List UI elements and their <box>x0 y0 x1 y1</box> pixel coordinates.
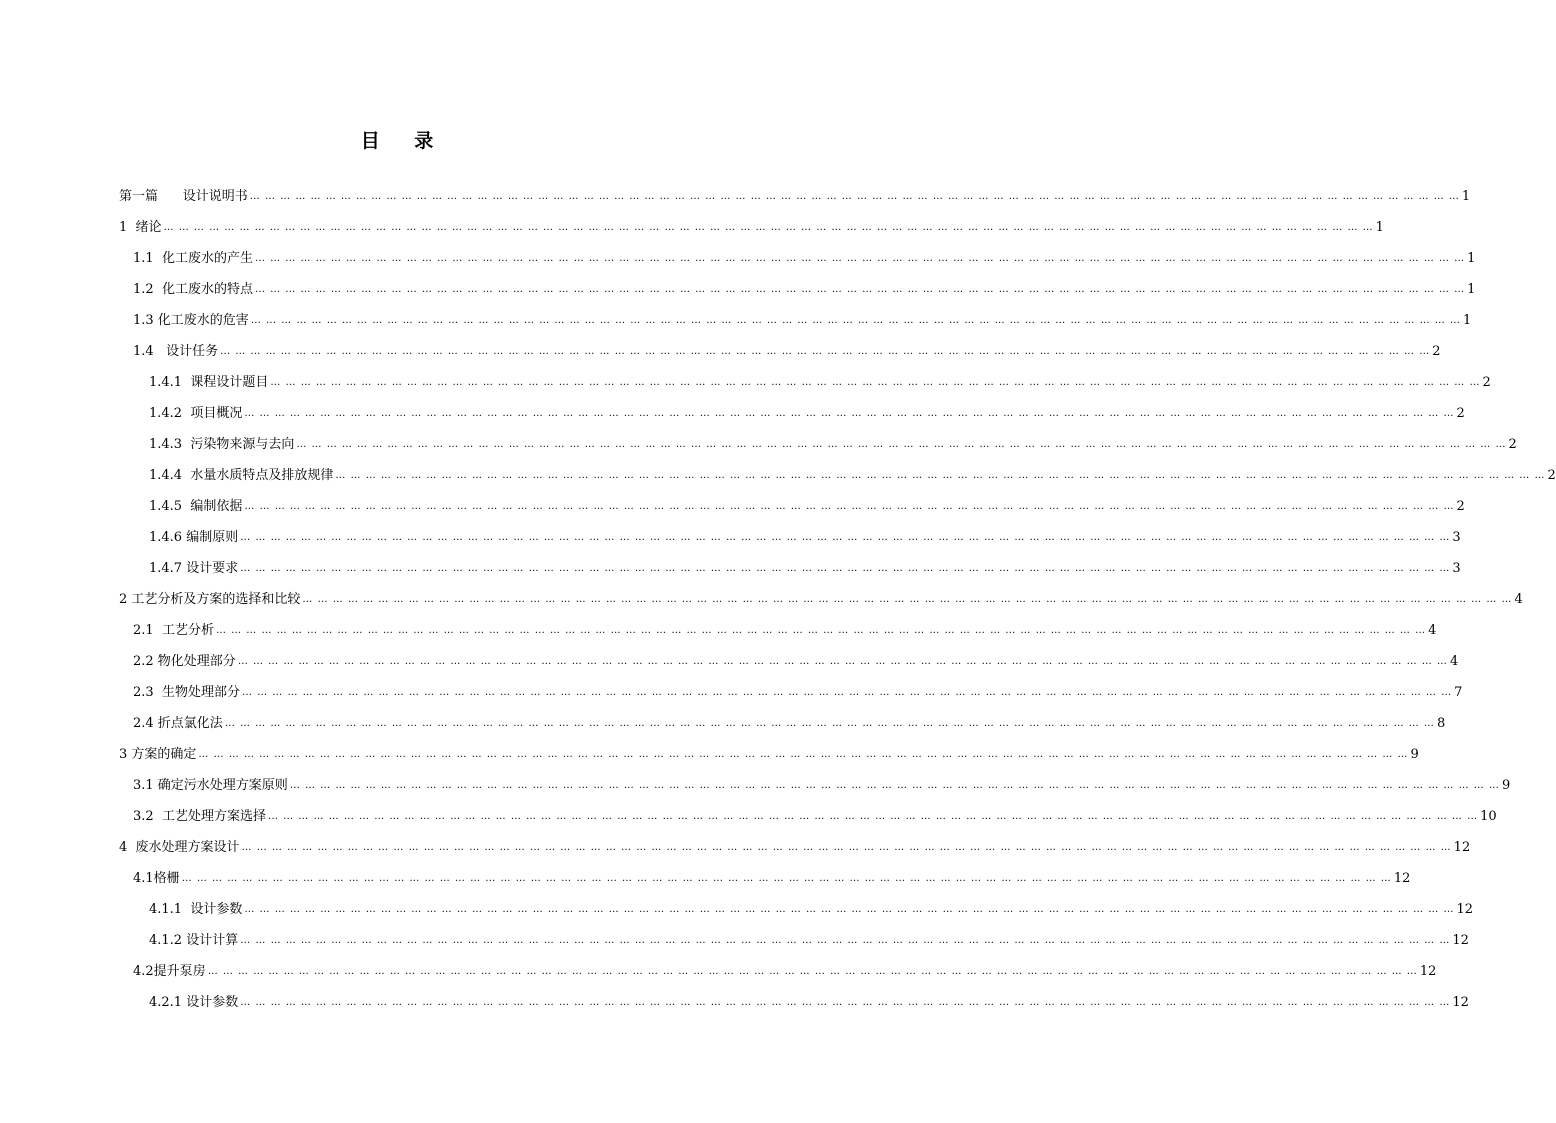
toc-entry[interactable] <box>119 801 1497 832</box>
toc-entry-label: 1.4 设计任务 <box>133 344 219 359</box>
toc-entry[interactable] <box>119 770 1511 801</box>
toc-entry-label: 4.1格栅 <box>133 871 180 886</box>
toc-leader-dots: … … … … … … … … … … … … … … … … … … … … … … … … … … … … … … … … … … … … … … … … … … … … … … … … … … … … … … … … … … … … … … … … … … … … … … … … … … … … … … … … <box>198 749 1409 760</box>
toc-entry-page-number: 4 <box>1449 654 1459 669</box>
toc-entry-label: 1.1 化工废水的产生 <box>133 251 253 266</box>
toc-entry-page-number: 3 <box>1452 530 1461 545</box>
toc-entry-label: 1.4.2 项目概况 <box>149 406 243 421</box>
toc-leader-dots: … … … … … … … … … … … … … … … … … … … … … … … … … … … … … … … … … … … … … … … … … … … … … … … … … … … … … … … … … … … … … … … … … … … … … … … … … … … … … … … … <box>163 222 1374 233</box>
toc-entry-page-number: 4 <box>1428 623 1437 638</box>
toc-entry-page-number: 2 <box>1508 437 1517 452</box>
toc-entry[interactable] <box>119 646 1459 677</box>
toc-entry-label: 1.4.1 课程设计题目 <box>149 375 269 390</box>
toc-entry-label: 1 绪论 <box>119 220 162 235</box>
toc-entry[interactable] <box>119 460 1556 491</box>
toc-leader-dots: … … … … … … … … … … … … … … … … … … … … … … … … … … … … … … … … … … … … … … … … … … … … … … … … … … … … … … … … … … … … … … … … … … … … … … … … … … … … … … … … <box>289 780 1500 791</box>
toc-entry-page-number: 1 <box>1467 282 1476 297</box>
page-title: 目 录 <box>360 130 448 152</box>
toc-entry[interactable] <box>119 677 1463 708</box>
toc-entry-label: 4.1.2 设计计算 <box>149 933 239 948</box>
toc-entry-label: 1.4.5 编制依据 <box>149 499 243 514</box>
toc-entry-page-number: 3 <box>1452 561 1461 576</box>
toc-entry-page-number: 9 <box>1501 778 1511 793</box>
toc-entry-page-number: 1 <box>1375 220 1384 235</box>
toc-leader-dots: … … … … … … … … … … … … … … … … … … … … … … … … … … … … … … … … … … … … … … … … … … … … … … … … … … … … … … … … … … … … … … … … … … … … … … … … … … … … … … … … <box>224 718 1435 729</box>
toc-entry[interactable] <box>119 398 1465 429</box>
toc-entry-label: 2.2 物化处理部分 <box>133 654 236 669</box>
toc-entry-label: 1.4.7 设计要求 <box>149 561 239 576</box>
toc-leader-dots: … … … … … … … … … … … … … … … … … … … … … … … … … … … … … … … … … … … … … … … … … … … … … … … … … … … … … … … … … … … … … … … … … … … … … … … … … … … … … … … … <box>254 284 1466 295</box>
toc-entry-label: 1.3 化工废水的危害 <box>133 313 249 328</box>
toc-entry-page-number: 2 <box>1482 375 1491 390</box>
toc-entry-page-number: 12 <box>1456 902 1474 917</box>
toc-leader-dots: … … … … … … … … … … … … … … … … … … … … … … … … … … … … … … … … … … … … … … … … … … … … … … … … … … … … … … … … … … … … … … … … … … … … … … … … … … … … … … … … <box>241 842 1452 853</box>
toc-entry-label: 3.2 工艺处理方案选择 <box>133 809 266 824</box>
toc-entry[interactable] <box>119 553 1461 584</box>
toc-entry[interactable] <box>119 305 1472 336</box>
toc-entry[interactable] <box>119 987 1469 1018</box>
toc-entry-label: 第一篇 设计说明书 <box>119 189 248 204</box>
toc-leader-dots: … … … … … … … … … … … … … … … … … … … … … … … … … … … … … … … … … … … … … … … … … … … … … … … … … … … … … … … … … … … … … … … … … … … … … … … … … … … … … … … … <box>207 966 1418 977</box>
toc-entry-page-number: 10 <box>1480 809 1497 824</box>
toc-entry-page-number: 12 <box>1452 995 1469 1010</box>
toc-entry-label: 2.4 折点氯化法 <box>133 716 223 731</box>
toc-entry[interactable] <box>119 212 1384 243</box>
toc-leader-dots: … … … … … … … … … … … … … … … … … … … … … … … … … … … … … … … … … … … … … … … … … … … … … … … … … … … … … … … … … … … … … … … … … … … … … … … … … … … … … … … … <box>240 532 1451 543</box>
toc-leader-dots: … … … … … … … … … … … … … … … … … … … … … … … … … … … … … … … … … … … … … … … … … … … … … … … … … … … … … … … … … … … … … … … … … … … … … … … … … … … … … … … … <box>181 873 1392 884</box>
toc-entry-page-number: 2 <box>1456 499 1465 514</box>
toc-entry-label: 2.1 工艺分析 <box>133 623 214 638</box>
toc-leader-dots: … … … … … … … … … … … … … … … … … … … … … … … … … … … … … … … … … … … … … … … … … … … … … … … … … … … … … … … … … … … … … … … … … … … … … … … … … … … … … … … … <box>241 687 1453 698</box>
toc-entry-label: 3.1 确定污水处理方案原则 <box>133 778 288 793</box>
toc-leader-dots: … … … … … … … … … … … … … … … … … … … … … … … … … … … … … … … … … … … … … … … … … … … … … … … … … … … … … … … … … … … … … … … … … … … … … … … … … … … … … … … … <box>335 470 1546 481</box>
toc-leader-dots: … … … … … … … … … … … … … … … … … … … … … … … … … … … … … … … … … … … … … … … … … … … … … … … … … … … … … … … … … … … … … … … … … … … … … … … … … … … … … … … … <box>302 594 1513 605</box>
toc-leader-dots: … … … … … … … … … … … … … … … … … … … … … … … … … … … … … … … … … … … … … … … … … … … … … … … … … … … … … … … … … … … … … … … … … … … … … … … … … … … … … … … … <box>244 501 1455 512</box>
toc-entry-page-number: 4 <box>1514 592 1523 607</box>
toc-leader-dots: … … … … … … … … … … … … … … … … … … … … … … … … … … … … … … … … … … … … … … … … … … … … … … … … … … … … … … … … … … … … … … … … … … … … … … … … … … … … … … … … <box>250 315 1461 326</box>
toc-entry-page-number: 12 <box>1393 871 1411 886</box>
toc-entry[interactable] <box>119 491 1465 522</box>
toc-leader-dots: … … … … … … … … … … … … … … … … … … … … … … … … … … … … … … … … … … … … … … … … … … … … … … … … … … … … … … … … … … … … … … … … … … … … … … … … … … … … … … … … <box>249 191 1460 202</box>
toc-entry-page-number: 7 <box>1454 685 1463 700</box>
toc-leader-dots: … … … … … … … … … … … … … … … … … … … … … … … … … … … … … … … … … … … … … … … … … … … … … … … … … … … … … … … … … … … … … … … … … … … … … … … … … … … … … … … … <box>240 935 1451 946</box>
toc-leader-dots: … … … … … … … … … … … … … … … … … … … … … … … … … … … … … … … … … … … … … … … … … … … … … … … … … … … … … … … … … … … … … … … … … … … … … … … … … … … … … … … … <box>254 253 1466 264</box>
toc-leader-dots: … … … … … … … … … … … … … … … … … … … … … … … … … … … … … … … … … … … … … … … … … … … … … … … … … … … … … … … … … … … … … … … … … … … … … … … … … … … … … … … … <box>215 625 1427 636</box>
toc-entry[interactable] <box>119 832 1471 863</box>
toc-entry[interactable] <box>119 739 1419 770</box>
toc-entry[interactable] <box>119 894 1474 925</box>
toc-leader-dots: … … … … … … … … … … … … … … … … … … … … … … … … … … … … … … … … … … … … … … … … … … … … … … … … … … … … … … … … … … … … … … … … … … … … … … … … … … … … … … … … <box>237 656 1448 667</box>
toc-entry-page-number: 1 <box>1467 251 1476 266</box>
toc-leader-dots: … … … … … … … … … … … … … … … … … … … … … … … … … … … … … … … … … … … … … … … … … … … … … … … … … … … … … … … … … … … … … … … … … … … … … … … … … … … … … … … … <box>220 346 1431 357</box>
toc-entry-label: 3 方案的确定 <box>119 747 197 762</box>
toc-entry-label: 1.2 化工废水的特点 <box>133 282 253 297</box>
toc-entry[interactable] <box>119 243 1476 274</box>
toc-leader-dots: … … … … … … … … … … … … … … … … … … … … … … … … … … … … … … … … … … … … … … … … … … … … … … … … … … … … … … … … … … … … … … … … … … … … … … … … … … … … … … … … <box>244 904 1455 915</box>
toc-leader-dots: … … … … … … … … … … … … … … … … … … … … … … … … … … … … … … … … … … … … … … … … … … … … … … … … … … … … … … … … … … … … … … … … … … … … … … … … … … … … … … … … <box>270 377 1481 388</box>
toc-entry-label: 2 工艺分析及方案的选择和比较 <box>119 592 301 607</box>
toc-entry-page-number: 1 <box>1461 189 1471 204</box>
toc-entry[interactable] <box>119 274 1476 305</box>
toc-entry[interactable] <box>119 925 1469 956</box>
toc-entry[interactable] <box>119 336 1441 367</box>
toc-entry-page-number: 12 <box>1452 933 1469 948</box>
toc-entry-page-number: 1 <box>1462 313 1472 328</box>
table-of-contents <box>119 181 1556 1018</box>
toc-entry-label: 4 废水处理方案设计 <box>119 840 240 855</box>
toc-entry[interactable] <box>119 584 1523 615</box>
toc-entry-label: 4.2提升泵房 <box>133 964 206 979</box>
toc-leader-dots: … … … … … … … … … … … … … … … … … … … … … … … … … … … … … … … … … … … … … … … … … … … … … … … … … … … … … … … … … … … … … … … … … … … … … … … … … … … … … … … … <box>240 563 1451 574</box>
toc-entry-page-number: 12 <box>1453 840 1471 855</box>
toc-entry[interactable] <box>119 708 1446 739</box>
toc-entry[interactable] <box>119 181 1471 212</box>
toc-entry-label: 4.1.1 设计参数 <box>149 902 243 917</box>
toc-leader-dots: … … … … … … … … … … … … … … … … … … … … … … … … … … … … … … … … … … … … … … … … … … … … … … … … … … … … … … … … … … … … … … … … … … … … … … … … … … … … … … … … <box>267 811 1479 822</box>
toc-entry-page-number: 2 <box>1456 406 1465 421</box>
toc-leader-dots: … … … … … … … … … … … … … … … … … … … … … … … … … … … … … … … … … … … … … … … … … … … … … … … … … … … … … … … … … … … … … … … … … … … … … … … … … … … … … … … … <box>296 439 1507 450</box>
toc-entry-page-number: 12 <box>1419 964 1437 979</box>
toc-entry-page-number: 2 <box>1547 468 1556 483</box>
toc-entry[interactable] <box>119 367 1491 398</box>
toc-entry-label: 2.3 生物处理部分 <box>133 685 240 700</box>
toc-entry-page-number: 2 <box>1432 344 1441 359</box>
toc-entry[interactable] <box>119 615 1437 646</box>
toc-entry-label: 1.4.6 编制原则 <box>149 530 239 545</box>
toc-entry[interactable] <box>119 429 1517 460</box>
toc-leader-dots: … … … … … … … … … … … … … … … … … … … … … … … … … … … … … … … … … … … … … … … … … … … … … … … … … … … … … … … … … … … … … … … … … … … … … … … … … … … … … … … … <box>244 408 1455 419</box>
toc-entry-page-number: 8 <box>1436 716 1446 731</box>
toc-entry-label: 1.4.3 污染物来源与去向 <box>149 437 295 452</box>
toc-entry-label: 1.4.4 水量水质特点及排放规律 <box>149 468 334 483</box>
toc-entry-page-number: 9 <box>1410 747 1419 762</box>
toc-entry-label: 4.2.1 设计参数 <box>149 995 239 1010</box>
toc-entry[interactable] <box>119 863 1411 894</box>
toc-leader-dots: … … … … … … … … … … … … … … … … … … … … … … … … … … … … … … … … … … … … … … … … … … … … … … … … … … … … … … … … … … … … … … … … … … … … … … … … … … … … … … … … <box>240 997 1451 1008</box>
toc-entry[interactable] <box>119 956 1437 987</box>
toc-entry[interactable] <box>119 522 1461 553</box>
